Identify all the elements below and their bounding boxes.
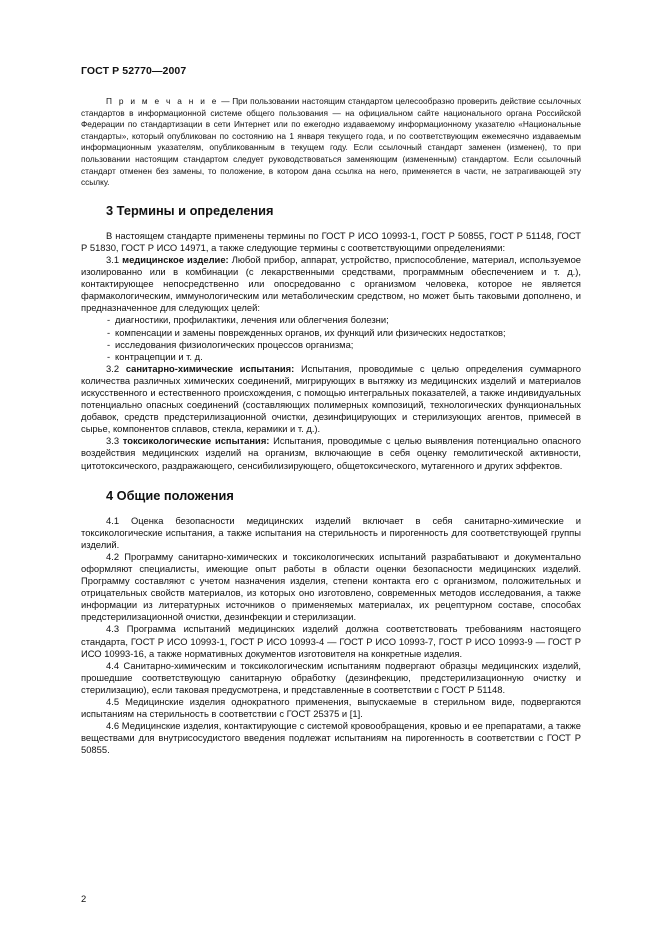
section-4-heading: 4 Общие положения xyxy=(106,487,234,503)
term-name: токсикологические испытания: xyxy=(122,435,270,447)
paragraph-4-1: 4.1 Оценка безопасности медицинских изделий включает в себя санитарно-химические и токсикологические испытания, а также испытания на стерильность и пирогенность для соответствующей группы изделий. xyxy=(81,514,581,550)
paragraph-4-3: 4.3 Программа испытаний медицинских изделий должна соответствовать требованиям настоящего стандарта, ГОСТ Р ИСО 10993-1, ГОСТ Р ИСО 10993-4 — ГОСТ Р ИСО 10993-7, ГОСТ Р ИСО 10993-9 — ГОСТ Р ИСО 10993-16, а также нормативных документов изготовителя на конкретные изделия. xyxy=(81,623,581,659)
list-item: - исследования физиологических процессов организма; xyxy=(81,339,581,351)
paragraph-4-4: 4.4 Санитарно-химическим и токсикологическим испытаниям подвергают образцы медицинских изделий, прошедшие соответствующую санитарную обработку (дезинфекцию, предстерилизационную очистку и стерилизацию), если таковая предусмотрена, и представленные в соответствии с ГОСТ Р 51148. xyxy=(81,659,581,695)
term-definition: Испытания, проводимые с целью определения суммарного количества различных химических соединений, мигрирующих в вытяжку из медицинских изделий и материалов искусственного и естественного происхождения, с помощью интегральных показателей, а также индивидуальных потенциально опасных соединений (составляющих полимерных композиций, технологических функциональных добавок, средств предстерилизационной очистки, дезинфицирующих и стерилизующих агентов, примесей в сырье, компонентов сплавов, стекла, керамики и т. д.). xyxy=(81,362,581,435)
term-3-2 xyxy=(81,363,581,436)
term-number: 3.2 xyxy=(106,362,126,374)
page-number: 2 xyxy=(81,893,87,904)
list-item: - диагностики, профилактики, лечения или облегчения болезни; xyxy=(81,314,581,326)
term-3-3 xyxy=(81,435,581,471)
list-item: - контрацепции и т. д. xyxy=(81,351,581,363)
paragraph-4-2: 4.2 Программу санитарно-химических и токсикологических испытаний разрабатывают и документально оформляют специалисты, имеющие опыт работы в области оценки безопасности медицинских изделий. Программу составляют с учетом назначения изделия, степени контакта его с организмом, положительных и отрицательных свойств материалов, из которых оно изготовлено, современных методов исследования, а также информации из литературных источников о применяемых материалах, их рецептурном составе, способах предстерилизационной очистки, дезинфекции и стерилизации. xyxy=(81,550,581,623)
section-3-intro: В настоящем стандарте применены термины по ГОСТ Р ИСО 10993-1, ГОСТ Р 50855, ГОСТ Р 51148, ГОСТ Р 51830, ГОСТ Р ИСО 14971, а также следующие термины с соответствующими определениями: xyxy=(81,229,581,253)
note-text: — При пользовании настоящим стандартом целесообразно проверить действие ссылочных стандартов в информационной системе общего пользования — на официальном сайте национального органа Российской Федерации по стандартизации в сети Интернет или по ежегодно издаваемому информационному указателю «Национальные стандарты», который опубликован по состоянию на 1 января текущего года, и по соответствующим ежемесячно издаваемым информационным указателям, опубликованным в текущем году. Если ссылочный стандарт заменен (изменен), то при пользовании настоящим стандартом следует руководствоваться заменяющим (измененным) стандартом. Если ссылочный стандарт отменен без замены, то положение, в котором дана ссылка на него, применяется в части, не затрагивающей эту ссылку. xyxy=(81,96,581,188)
note-label: П р и м е ч а н и е xyxy=(106,96,219,106)
term-3-1 xyxy=(81,254,581,314)
term-name: медицинское изделие: xyxy=(122,253,229,265)
term-number: 3.3 xyxy=(106,435,123,447)
term-definition: Любой прибор, аппарат, устройство, приспособление, материал, используемое изолированно или в комбинации (с лекарственными средствами, программным обеспечением и т. д.), контактирующее непосредственно или опосредованно с организмом человека, которое не является фармакологическим, иммунологическим или метаболическим средством, но может быть таковыми дополнено, и предназначенное для следующих целей: xyxy=(81,253,581,314)
term-name: санитарно-химические испытания: xyxy=(125,362,295,374)
page-content xyxy=(81,96,581,757)
paragraph-4-6: 4.6 Медицинские изделия, контактирующие с системой кровообращения, кровью и ее препаратами, а также веществами для внутрисосудистого введения подлежат испытаниям на пирогенность в соответствии с ГОСТ Р 50855. xyxy=(81,720,581,756)
term-number: 3.1 xyxy=(106,253,123,265)
section-3-heading: 3 Термины и определения xyxy=(106,202,274,218)
paragraph-4-5: 4.5 Медицинские изделия однократного применения, выпускаемые в стерильном виде, подвергаются испытаниям на стерильность в соответствии с ГОСТ 25375 и [1]. xyxy=(81,696,581,720)
term-definition: Испытания, проводимые с целью выявления потенциально опасного воздействия медицинских изделий на организм, включающие в себя оценку гемолитической активности, цитотоксического, раздражающего, сенсибилизирующего, общетоксического, мутагенного и других эффектов. xyxy=(81,435,581,471)
note-paragraph xyxy=(81,96,581,189)
list-item: - компенсации и замены поврежденных органов, их функций или физических недостатков; xyxy=(81,327,581,339)
purpose-list xyxy=(81,314,581,362)
document-header: ГОСТ Р 52770—2007 xyxy=(81,65,187,77)
